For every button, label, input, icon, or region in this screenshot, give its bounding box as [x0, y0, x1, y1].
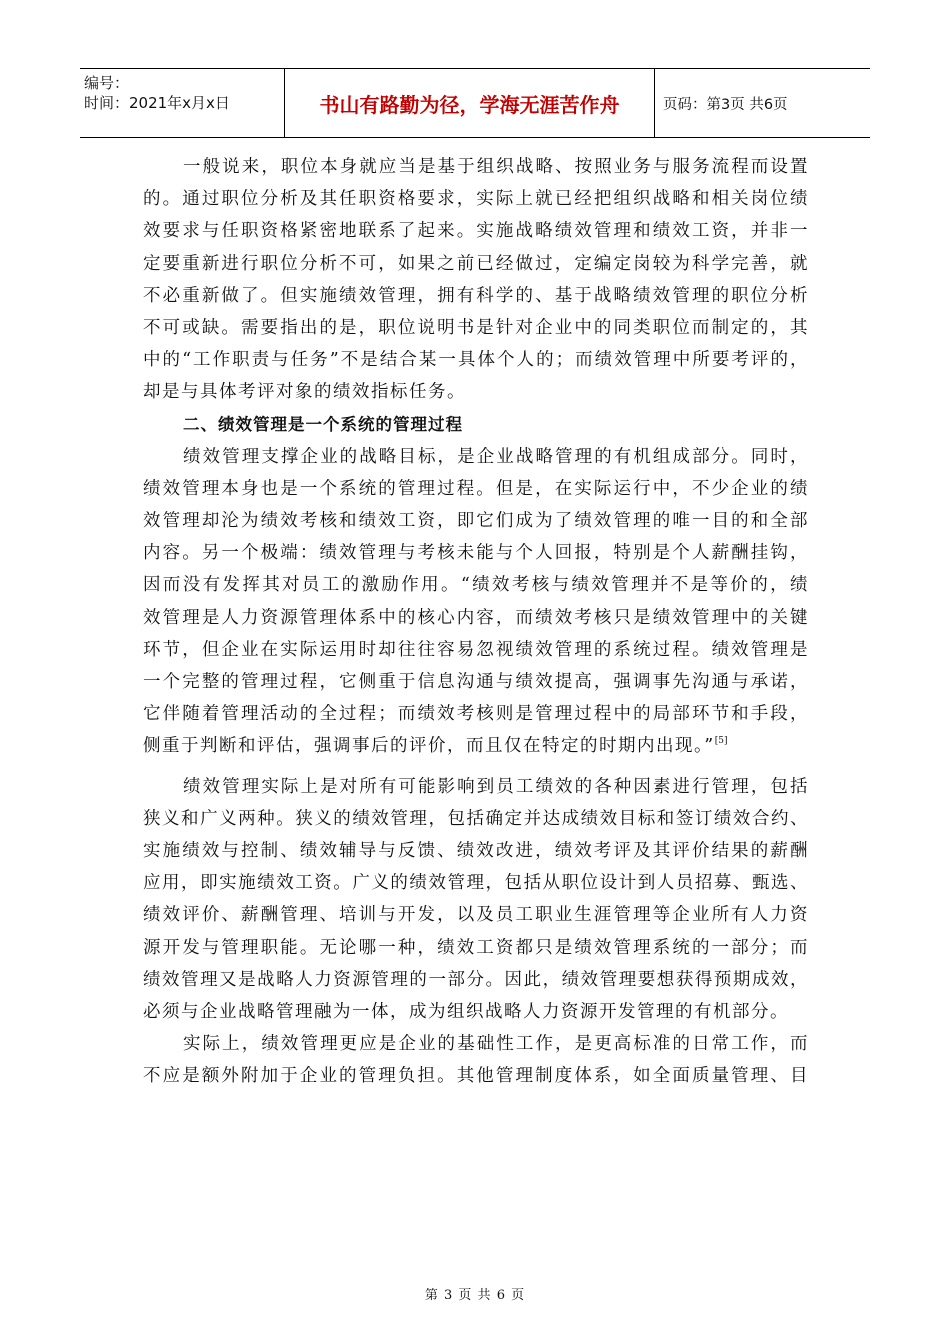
text-line: 绩效评价、薪酬管理、培训与开发，以及员工职业生涯管理等企业所有人力资	[143, 905, 809, 926]
text-line: 绩效管理实际上是对所有可能影响到员工绩效的各种因素进行管理，包括	[183, 776, 809, 797]
citation-mark: [5]	[714, 736, 728, 747]
text-line: 效管理却沦为绩效考核和绩效工资，即它们成为了绩效管理的唯一目的和全部	[143, 511, 809, 532]
text-line: 定要重新进行职位分析不可，如果之前已经做过，定编定岗较为科学完善，就	[143, 253, 809, 274]
header-page-label: 页码：第3页 共6页	[663, 96, 788, 113]
text-line: 绩效管理又是战略人力资源管理的一部分。因此，绩效管理要想获得预期成效，	[143, 969, 809, 990]
text-line: 却是与具体考评对象的绩效指标任务。	[143, 382, 466, 403]
text-line: 的。通过职位分析及其任职资格要求，实际上就已经把组织战略和相关岗位绩	[143, 189, 809, 210]
text-span: 侧重于判断和评估，强调事后的评价，而且仅在特定的时期内出现。”	[143, 736, 715, 757]
text-line: 实际上，绩效管理更应是企业的基础性工作，是更高标准的日常工作，而	[183, 1034, 809, 1055]
page-header	[80, 68, 870, 138]
text-line: 环节，但企业在实际运用时却往往容易忽视绩效管理的系统过程。绩效管理是	[143, 639, 809, 660]
text-line: 绩效管理支撑企业的战略目标，是企业战略管理的有机组成部分。同时，	[183, 446, 809, 467]
text-line: 绩效管理本身也是一个系统的管理过程。但是，在实际运行中，不少企业的绩	[143, 478, 809, 499]
text-line: 实施绩效与控制、绩效辅导与反馈、绩效改进，绩效考评及其评价结果的薪酬	[143, 840, 809, 861]
text-line: 狭义和广义两种。狭义的绩效管理，包括确定并达成绩效目标和签订绩效合约、	[143, 808, 809, 829]
text-line: 一般说来，职位本身就应当是基于组织战略、按照业务与服务流程而设置	[183, 157, 809, 177]
header-motto: 书山有路勤为径，学海无涯苦作舟	[285, 69, 655, 137]
text-line: 应用，即实施绩效工资。广义的绩效管理，包括从职位设计到人员招募、甄选、	[143, 873, 809, 894]
text-line: 中的“工作职责与任务”不是结合某一具体个人的；而绩效管理中所要考评的，	[143, 350, 809, 371]
text-line: 不必重新做了。但实施绩效管理，拥有科学的、基于战略绩效管理的职位分析	[143, 285, 809, 306]
text-line: 一个完整的管理过程，它侧重于信息沟通与绩效提高，强调事先沟通与承诺，	[143, 672, 809, 692]
text-line: 内容。另一个极端：绩效管理与考核未能与个人回报，特别是个人薪酬挂钩，	[143, 543, 809, 564]
text-line: 不应是额外附加于企业的管理负担。其他管理制度体系，如全面质量管理、目	[143, 1066, 809, 1087]
text-line: 效要求与任职资格紧密地联系了起来。实施战略绩效管理和绩效工资，并非一	[143, 221, 809, 242]
text-line: 因而没有发挥其对员工的激励作用。“绩效考核与绩效管理并不是等价的，绩	[143, 575, 809, 596]
text-line: 效管理是人力资源管理体系中的核心内容，而绩效考核只是绩效管理中的关键	[143, 607, 809, 628]
section-heading: 二、绩效管理是一个系统的管理过程	[183, 414, 463, 434]
header-meta	[80, 69, 285, 137]
text-line	[143, 730, 809, 762]
document-body	[143, 151, 809, 1092]
page-footer: 第 3 页 共 6 页	[424, 1288, 526, 1303]
serial-label: 编号：	[84, 74, 130, 92]
text-line: 源开发与管理职能。无论哪一种，绩效工资都只是绩效管理系统的一部分；而	[143, 937, 809, 958]
text-line: 必须与企业战略管理融为一体，成为组织战略人力资源开发管理的有机部分。	[143, 1001, 789, 1022]
text-line: 不可或缺。需要指出的是，职位说明书是针对企业中的同类职位而制定的，其	[143, 317, 809, 338]
text-line: 它伴随着管理活动的全过程；而绩效考核则是管理过程中的局部环节和手段，	[143, 704, 809, 725]
time-label: 时间：2021年x月x日	[84, 94, 230, 112]
